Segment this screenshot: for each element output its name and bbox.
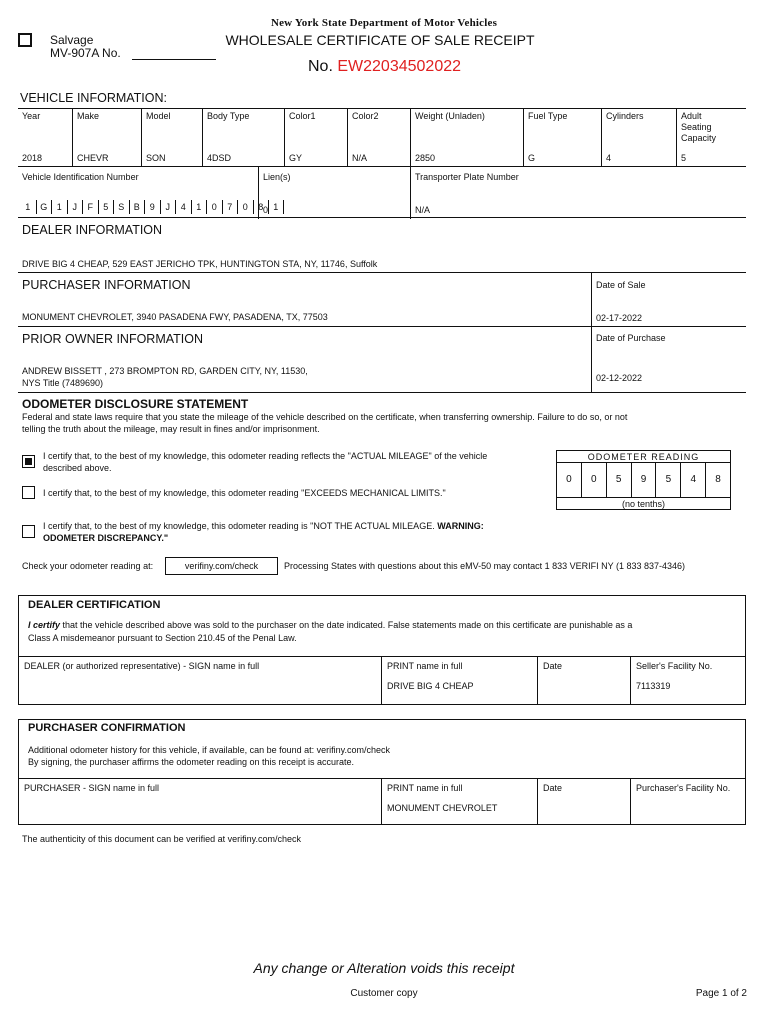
dealer-sign-field[interactable]	[19, 657, 381, 705]
field-label: Adult Seating Capacity	[681, 111, 717, 143]
warning-label: WARNING:	[437, 521, 484, 531]
odometer-digit: 4	[680, 463, 705, 497]
field-label: Cylinders	[606, 111, 644, 121]
prior-owner-address: ANDREW BISSETT , 273 BROMPTON RD, GARDEN CITY, NY, 11530,	[22, 366, 308, 376]
odometer-intro-line2: telling the truth about the mileage, may result in fines and/or imprisonment.	[22, 424, 320, 434]
liens-label: Lien(s)	[263, 172, 291, 182]
vin-character: J	[160, 200, 176, 214]
odometer-heading: ODOMETER DISCLOSURE STATEMENT	[22, 397, 249, 411]
no-tenths-label: (no tenths)	[556, 497, 731, 510]
actual-mileage-text-line2: described above.	[43, 463, 112, 473]
customer-copy-label: Customer copy	[350, 988, 418, 999]
field-weight	[410, 109, 523, 166]
field-label: Model	[146, 111, 171, 121]
vin-character: 1	[25, 202, 31, 212]
purchaser-conf-heading: PURCHASER CONFIRMATION	[28, 722, 186, 734]
seller-facility-field[interactable]	[630, 657, 745, 705]
purchaser-print-label: PRINT name in full	[387, 783, 463, 793]
dealer-cert-text: that the vehicle described above was sold to the purchaser on the date indicated. False statements made on this certificate are punishable as a	[60, 620, 633, 630]
field-value: GY	[289, 153, 303, 163]
dealer-date-field[interactable]	[537, 657, 630, 705]
seller-facility-label: Seller's Facility No.	[636, 661, 713, 671]
vehicle-info-grid	[18, 108, 746, 218]
vin-character: B	[129, 200, 145, 214]
odometer-digit: 9	[631, 463, 656, 497]
field-value: N/A	[352, 153, 368, 163]
form-title: WHOLESALE CERTIFICATE OF SALE RECEIPT	[225, 32, 535, 48]
field-cylinders	[601, 109, 676, 166]
liens-value: 0	[263, 205, 269, 215]
transporter-value: N/A	[415, 205, 431, 215]
dealer-cert-text-line2: Class A misdemeanor pursuant to Section 210.45 of the Penal Law.	[28, 633, 297, 643]
field-label: Body Type	[207, 111, 250, 121]
odometer-digit: 5	[606, 463, 631, 497]
field-label: Color2	[352, 111, 379, 121]
vin-character: 1	[191, 200, 207, 214]
odometer-digit: 0	[581, 463, 606, 497]
divider	[591, 326, 592, 392]
dealer-print-field[interactable]	[381, 657, 537, 705]
salvage-label: Salvage	[50, 33, 94, 47]
purchaser-print-field[interactable]	[381, 779, 537, 825]
vin-characters	[20, 200, 284, 214]
vin-character: 9	[144, 200, 160, 214]
purchaser-facility-field[interactable]	[630, 779, 745, 825]
purchaser-facility-label: Purchaser's Facility No.	[636, 783, 731, 793]
vin-character: 5	[98, 200, 114, 214]
transporter-label: Transporter Plate Number	[415, 172, 519, 182]
vin-character: G	[36, 200, 52, 214]
field-model	[141, 109, 202, 166]
date-of-sale-value: 02-17-2022	[596, 313, 643, 323]
field-make	[72, 109, 141, 166]
vin-character: J	[67, 200, 83, 214]
purchaser-info-text: MONUMENT CHEVROLET, 3940 PASADENA FWY, PASADENA, TX, 77503	[22, 312, 328, 322]
field-label: Fuel Type	[528, 111, 568, 121]
date-of-sale-label: Date of Sale	[596, 280, 646, 290]
field-value: 4DSD	[207, 153, 232, 163]
date-of-purchase-value: 02-12-2022	[596, 373, 643, 383]
vin-character: 0	[206, 200, 222, 214]
dealer-sign-label: DEALER (or authorized representative) - SIGN name in full	[24, 661, 260, 671]
divider	[18, 392, 746, 393]
field-value: 2018	[22, 153, 43, 163]
purchaser-sign-field[interactable]	[19, 779, 381, 825]
prior-owner-title: NYS Title (7489690)	[22, 378, 104, 388]
not-actual-mileage-checkbox[interactable]	[22, 525, 35, 538]
dealer-signature-row	[19, 656, 745, 705]
vin-character: 8	[253, 200, 269, 214]
field-value: 4	[606, 153, 612, 163]
field-value: 5	[681, 153, 687, 163]
receipt-number	[308, 58, 461, 76]
seller-facility-value: 7113319	[636, 681, 671, 691]
odometer-digit: 5	[655, 463, 680, 497]
vin-character: 7	[222, 200, 238, 214]
purchaser-date-label: Date	[543, 783, 563, 793]
odometer-digit: 8	[705, 463, 730, 497]
dealer-certification-box	[18, 595, 746, 705]
purchaser-info-heading: PURCHASER INFORMATION	[22, 278, 191, 292]
field-value: 2850	[415, 153, 436, 163]
field-body-type	[202, 109, 284, 166]
check-odometer-label: Check your odometer reading at:	[22, 561, 154, 571]
dealer-info-heading: DEALER INFORMATION	[22, 223, 163, 237]
vin-character: F	[82, 200, 98, 214]
authenticity-note: The authenticity of this document can be verified at verifiny.com/check	[22, 834, 301, 844]
purchaser-confirmation-box	[18, 719, 746, 825]
purchaser-conf-text-line1: Additional odometer history for this vehicle, if available, can be found at: verifiny.com/check	[28, 745, 391, 755]
alteration-warning: Any change or Alteration voids this receipt	[253, 960, 515, 976]
mv-907a-label: MV-907A No.	[50, 46, 121, 60]
not-actual-mileage-text	[43, 521, 484, 531]
vin-character: 1	[268, 200, 284, 214]
field-label: Make	[77, 111, 100, 121]
dealer-info-text: DRIVE BIG 4 CHEAP, 529 EAST JERICHO TPK, HUNTINGTON STA, NY, 11746, Suffolk	[22, 259, 378, 269]
field-label: Year	[22, 111, 41, 121]
actual-mileage-checkbox[interactable]	[22, 455, 35, 468]
field-value: G	[528, 153, 536, 163]
odometer-digit: 0	[566, 474, 572, 485]
purchaser-sign-label: PURCHASER - SIGN name in full	[24, 783, 160, 793]
vin-label: Vehicle Identification Number	[22, 172, 139, 182]
vin-character: 1	[51, 200, 67, 214]
date-of-purchase-label: Date of Purchase	[596, 333, 666, 343]
field-year	[18, 109, 72, 166]
dealer-cert-heading: DEALER CERTIFICATION	[28, 599, 161, 611]
verifiny-check-link[interactable]: verifiny.com/check	[165, 557, 278, 575]
page-number: Page 1 of 2	[695, 988, 747, 999]
odometer-intro-line1: Federal and state laws require that you state the mileage of the vehicle described on the certificate, when transferring ownership. Failure to do so, or not	[22, 412, 628, 422]
field-seating-capacity	[676, 109, 746, 166]
odometer-reading-title: ODOMETER READING	[556, 450, 731, 463]
vehicle-info-heading: VEHICLE INFORMATION:	[20, 91, 168, 105]
dealer-print-value: DRIVE BIG 4 CHEAP	[387, 681, 474, 691]
divider	[18, 326, 746, 327]
department-name: New York State Department of Motor Vehicles	[270, 17, 498, 29]
exceeds-limits-text: I certify that, to the best of my knowledge, this odometer reading "EXCEEDS MECHANICAL LIMITS."	[43, 488, 446, 498]
dealer-date-label: Date	[543, 661, 563, 671]
dealer-cert-text-line1	[28, 620, 632, 630]
receipt-number-value: EW22034502022	[337, 58, 462, 75]
exceeds-limits-checkbox[interactable]	[22, 486, 35, 499]
mv-907a-number-line	[132, 59, 216, 60]
field-value: SON	[146, 153, 166, 163]
purchaser-signature-row	[19, 778, 745, 825]
divider	[18, 272, 746, 273]
field-color2	[347, 109, 410, 166]
prior-owner-heading: PRIOR OWNER INFORMATION	[22, 332, 204, 346]
purchaser-print-value: MONUMENT CHEVROLET	[387, 803, 498, 813]
field-fuel-type	[523, 109, 601, 166]
purchaser-conf-text-line2: By signing, the purchaser affirms the odometer reading on this receipt is accurate.	[28, 757, 355, 767]
field-color1	[284, 109, 347, 166]
field-value: CHEVR	[77, 153, 109, 163]
divider	[591, 272, 592, 326]
actual-mileage-text-line1: I certify that, to the best of my knowledge, this odometer reading reflects the "ACTUAL MILEAGE" of the vehicle	[43, 451, 488, 461]
processing-states-text: Processing States with questions about this eMV-50 may contact 1 833 VERIFI NY (1 833 837-4346)	[284, 561, 686, 571]
not-actual-mileage-line1: I certify that, to the best of my knowledge, this odometer reading is "NOT THE ACTUAL MILEAGE.	[43, 521, 435, 531]
receipt-number-prefix: No.	[308, 58, 333, 75]
dealer-print-label: PRINT name in full	[387, 661, 463, 671]
vin-character: S	[113, 200, 129, 214]
liens-cell	[258, 166, 410, 219]
field-label: Color1	[289, 111, 316, 121]
vin-character: 0	[237, 200, 253, 214]
purchaser-date-field[interactable]	[537, 779, 630, 825]
field-label: Weight (Unladen)	[415, 111, 485, 121]
odometer-digits	[556, 463, 731, 497]
vin-character: 4	[175, 200, 191, 214]
i-certify-label: I certify	[28, 620, 61, 630]
transporter-cell	[410, 166, 746, 219]
odometer-discrepancy-label: ODOMETER DISCREPANCY."	[43, 533, 169, 543]
